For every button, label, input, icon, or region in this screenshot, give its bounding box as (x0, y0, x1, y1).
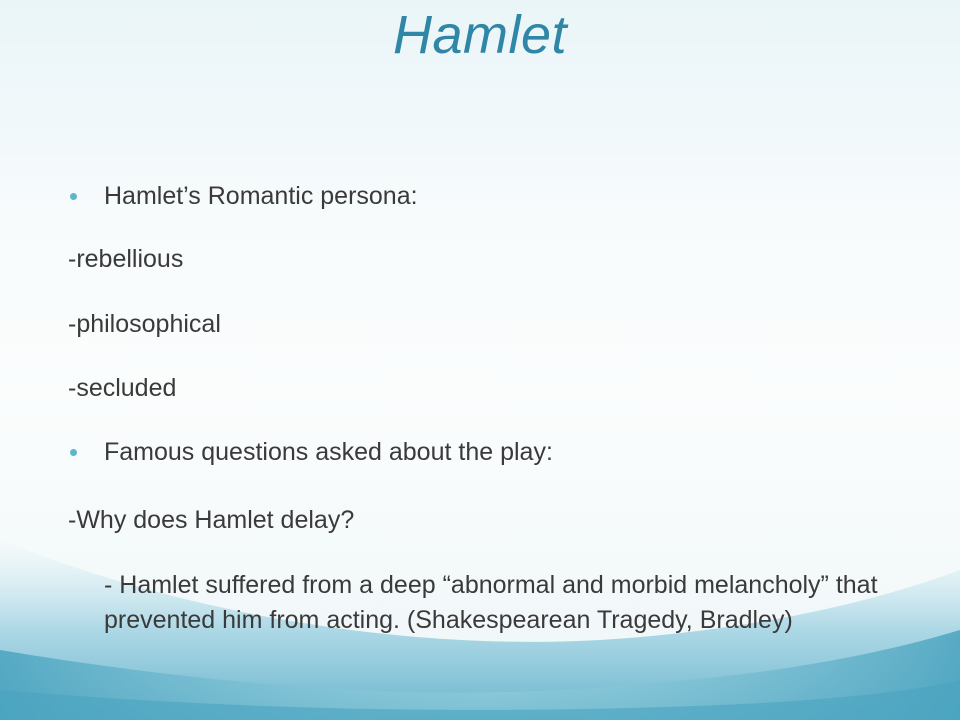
bullet-icon (70, 193, 77, 200)
list-item: -Why does Hamlet delay? (68, 506, 355, 534)
list-item: -philosophical (68, 310, 221, 338)
bullet-heading: Famous questions asked about the play: (104, 438, 553, 466)
list-item: -rebellious (68, 245, 184, 273)
list-item: -secluded (68, 374, 177, 402)
slide-title: Hamlet (392, 5, 568, 65)
bullet-heading: Hamlet’s Romantic persona: (104, 182, 418, 210)
bullet-icon (70, 449, 77, 456)
quote-paragraph: - Hamlet suffered from a deep “abnormal and morbid melancholy” that prevented him from acting. (Shakespearean Tragedy, Bradley) (104, 571, 878, 634)
